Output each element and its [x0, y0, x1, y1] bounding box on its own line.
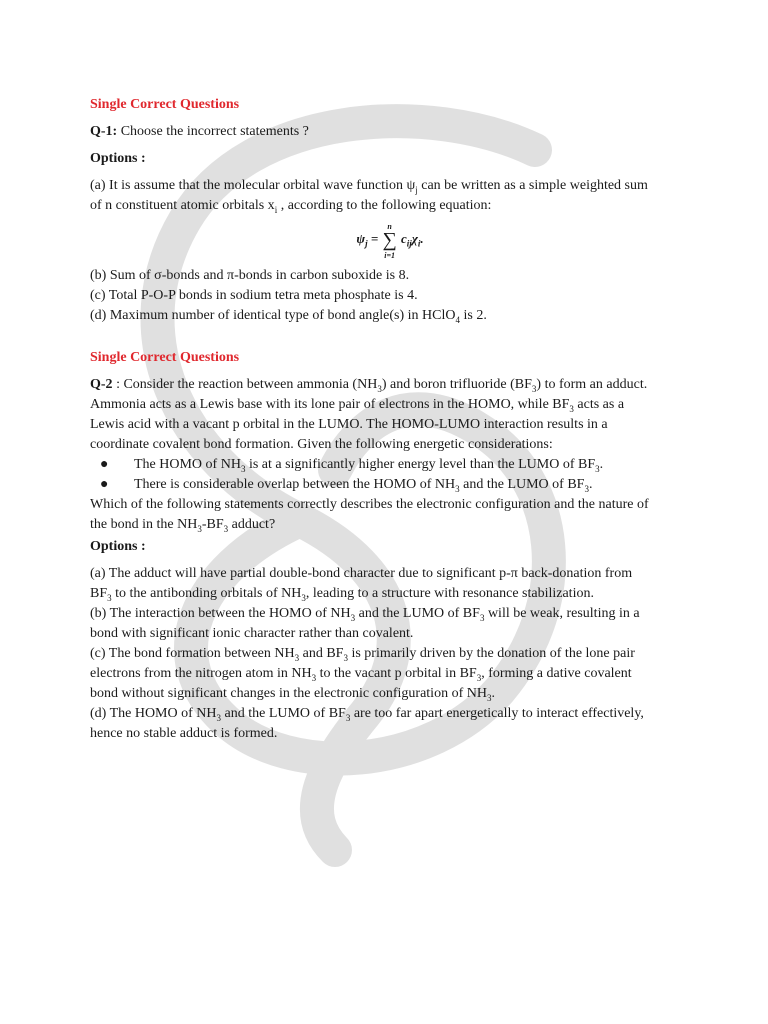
section-heading-2: Single Correct Questions — [90, 350, 240, 365]
document-content — [90, 95, 650, 744]
question-1-text: Choose the incorrect statements ? — [117, 124, 309, 139]
question-1-label: Q-1: — [90, 124, 118, 139]
bullet-icon: ● — [100, 477, 109, 492]
q1-option-b: (b) Sum of σ-bonds and π-bonds in carbon suboxide is 8. — [90, 268, 410, 283]
q2-option-d: (d) The HOMO of $NH_3$ and the LUMO of $BF_3$ are too far apart energetically to interact effectively, hence no stable adduct is formed. — [90, 706, 644, 741]
question-2: Q-2 : Consider the reaction between ammonia $(NH_3)$ and boron trifluoride $(BF_3)$ to form an adduct. Ammonia acts as a Lewis base with its lone pair of electrons in the HOMO, while $BF_3$ acts as a Lewis acid with a vacant p orbital in the LUMO. The HOMO-LUMO interaction results in a coordinate covalent bond formation. Given the following energetic considerations: — [90, 377, 648, 452]
bullet-icon: ● — [100, 457, 109, 472]
q2-option-c: (c) The bond formation between $NH_3$ and $BF_3$ is primarily driven by the donation of the lone pair electrons from the nitrogen atom in $NH_3$ to the vacant p orbital in $BF_3$, forming a dative covalent bond without significant changes in the electronic configuration of $NH_3$. — [90, 646, 635, 703]
q2-option-a: (a) The adduct will have partial double-bond character due to significant p-π back-donation from $BF_3$ to the antibonding orbitals of $NH_3$, leading to a structure with resonance stabilization. — [90, 566, 633, 603]
summation-symbol: n ∑ i=1 — [382, 222, 397, 260]
question-2-prompt: Which of the following statements correctly describes the electronic configuration and the nature of the bond in the $NH_3-BF_3$ adduct? — [90, 497, 649, 534]
q2-option-b: (b) The interaction between the HOMO of $NH_3$ and the LUMO of $BF_3$ will be weak, resulting in a bond with significant ionic character rather than covalent. — [90, 606, 640, 641]
q1-option-c: (c) Total P-O-P bonds in sodium tetra meta phosphate is 4. — [90, 288, 418, 303]
options-label-1: Options : — [90, 151, 146, 166]
section-heading-1: Single Correct Questions — [90, 97, 240, 112]
bullet-item-2: ● There is considerable overlap between the HOMO of $NH_3$ and the LUMO of $BF_3$. — [90, 475, 650, 495]
bullet-item-1: ● The HOMO of $NH_3$ is at a significantly higher energy level than the LUMO of $BF_3$. — [90, 455, 650, 475]
q1-option-a: (a) It is assume that the molecular orbital wave function $\psi_j$ can be written as a simple weighted sum of n constituent atomic orbitals $x_i$ , according to the following equation: — [90, 178, 648, 215]
q1-option-d: (d) Maximum number of identical type of bond angle(s) in HClO$_4$ is 2. — [90, 308, 487, 325]
question-2-label: Q-2 — [90, 377, 113, 392]
question-1 — [90, 122, 650, 142]
orbital-equation: $\psi_j = n$ ∑ i=1 $c_{ij}\chi_i$. — [356, 222, 424, 260]
options-label-2: Options : — [90, 539, 146, 554]
